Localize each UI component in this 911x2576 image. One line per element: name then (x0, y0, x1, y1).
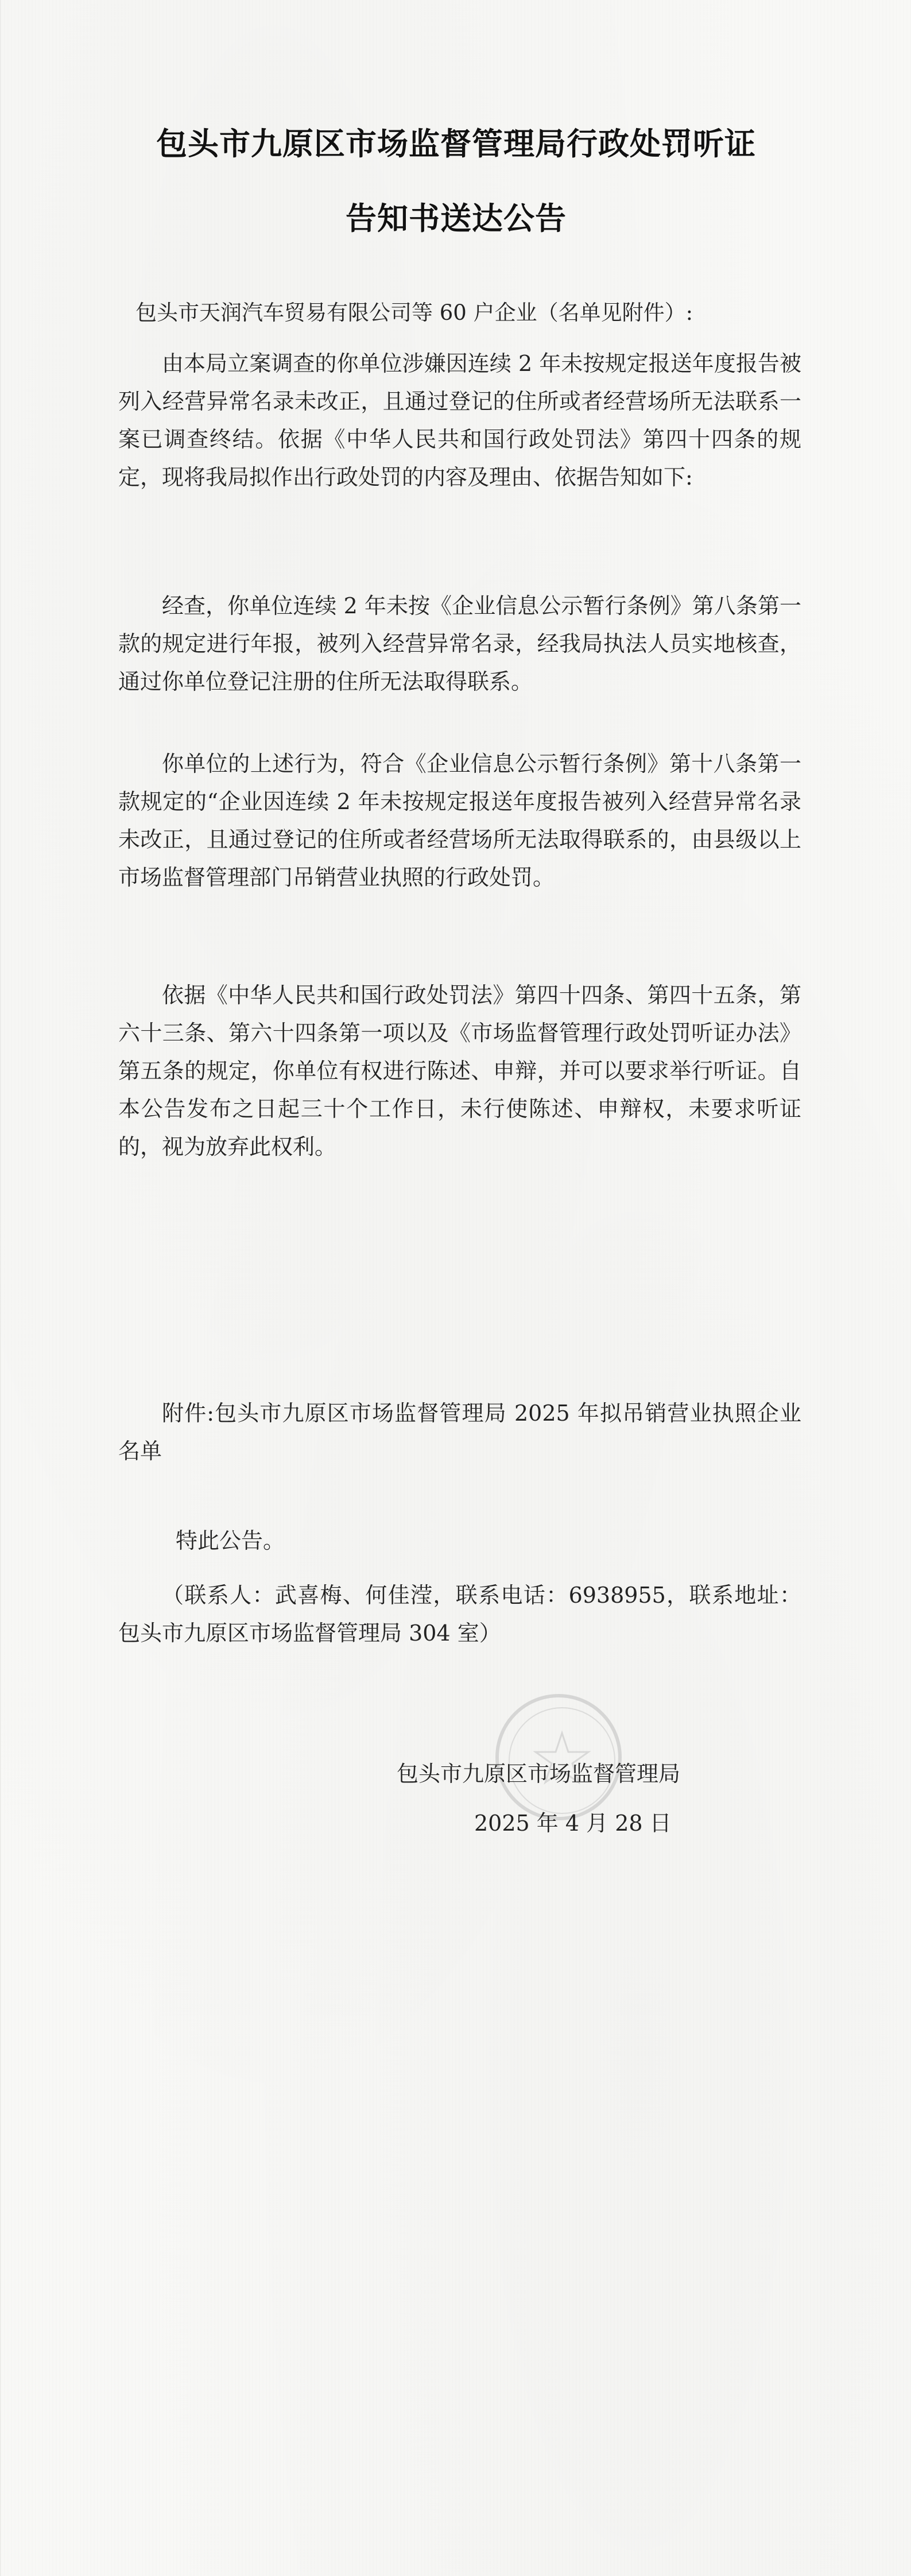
title-line-2: 告知书送达公告 (346, 200, 567, 237)
contact-info: （联系人：武喜梅、何佳滢，联系电话：6938955，联系地址：包头市九原区市场监督管理局 304 室） (118, 1583, 801, 1646)
paragraph-findings: 经查，你单位连续 2 年未按《企业信息公示暂行条例》第八条第一款的规定进行年报，被列入经营异常名录，经我局执法人员实地核查，通过你单位登记注册的住所无法取得联系。 (118, 593, 801, 694)
paragraph-rights: 依据《中华人民共和国行政处罚法》第四十四条、第四十五条，第六十三条、第六十四条第一项以及《市场监督管理行政处罚听证办法》第五条的规定，你单位有权进行陈述、申辩，并可以要求举行听证。自本公告发布之日起三十个工作日，未行使陈述、申辩权，未要求听证的，视为放弃此权利。 (118, 983, 801, 1159)
paragraph-legal-basis: 你单位的上述行为，符合《企业信息公示暂行条例》第十八条第一款规定的“企业因连续 2 年未按规定报送年度报告被列入经营异常名录未改正，且通过登记的住所或者经营场所无法取得联系的，由县级以上市场监督管理部门吊销营业执照的行政处罚。 (118, 751, 801, 890)
closing-line: 特此公告。 (176, 1528, 285, 1553)
paragraph-case-summary: 由本局立案调查的你单位涉嫌因连续 2 年未按规定报送年度报告被列入经营异常名录未改正，且通过登记的住所或者经营场所无法联系一案已调查终结。依据《中华人民共和国行政处罚法》第四十四条的规定，现将我局拟作出行政处罚的内容及理由、依据告知如下: (118, 351, 801, 490)
title-line-1: 包头市九原区市场监督管理局行政处罚听证 (156, 125, 756, 162)
addressee: 包头市天润汽车贸易有限公司等 60 户企业（名单见附件）: (135, 300, 693, 325)
signing-date: 2025 年 4 月 28 日 (474, 1811, 672, 1836)
attachment-note: 附件:包头市九原区市场监督管理局 2025 年拟吊销营业执照企业名单 (118, 1401, 801, 1464)
signing-organization: 包头市九原区市场监督管理局 (397, 1761, 681, 1786)
